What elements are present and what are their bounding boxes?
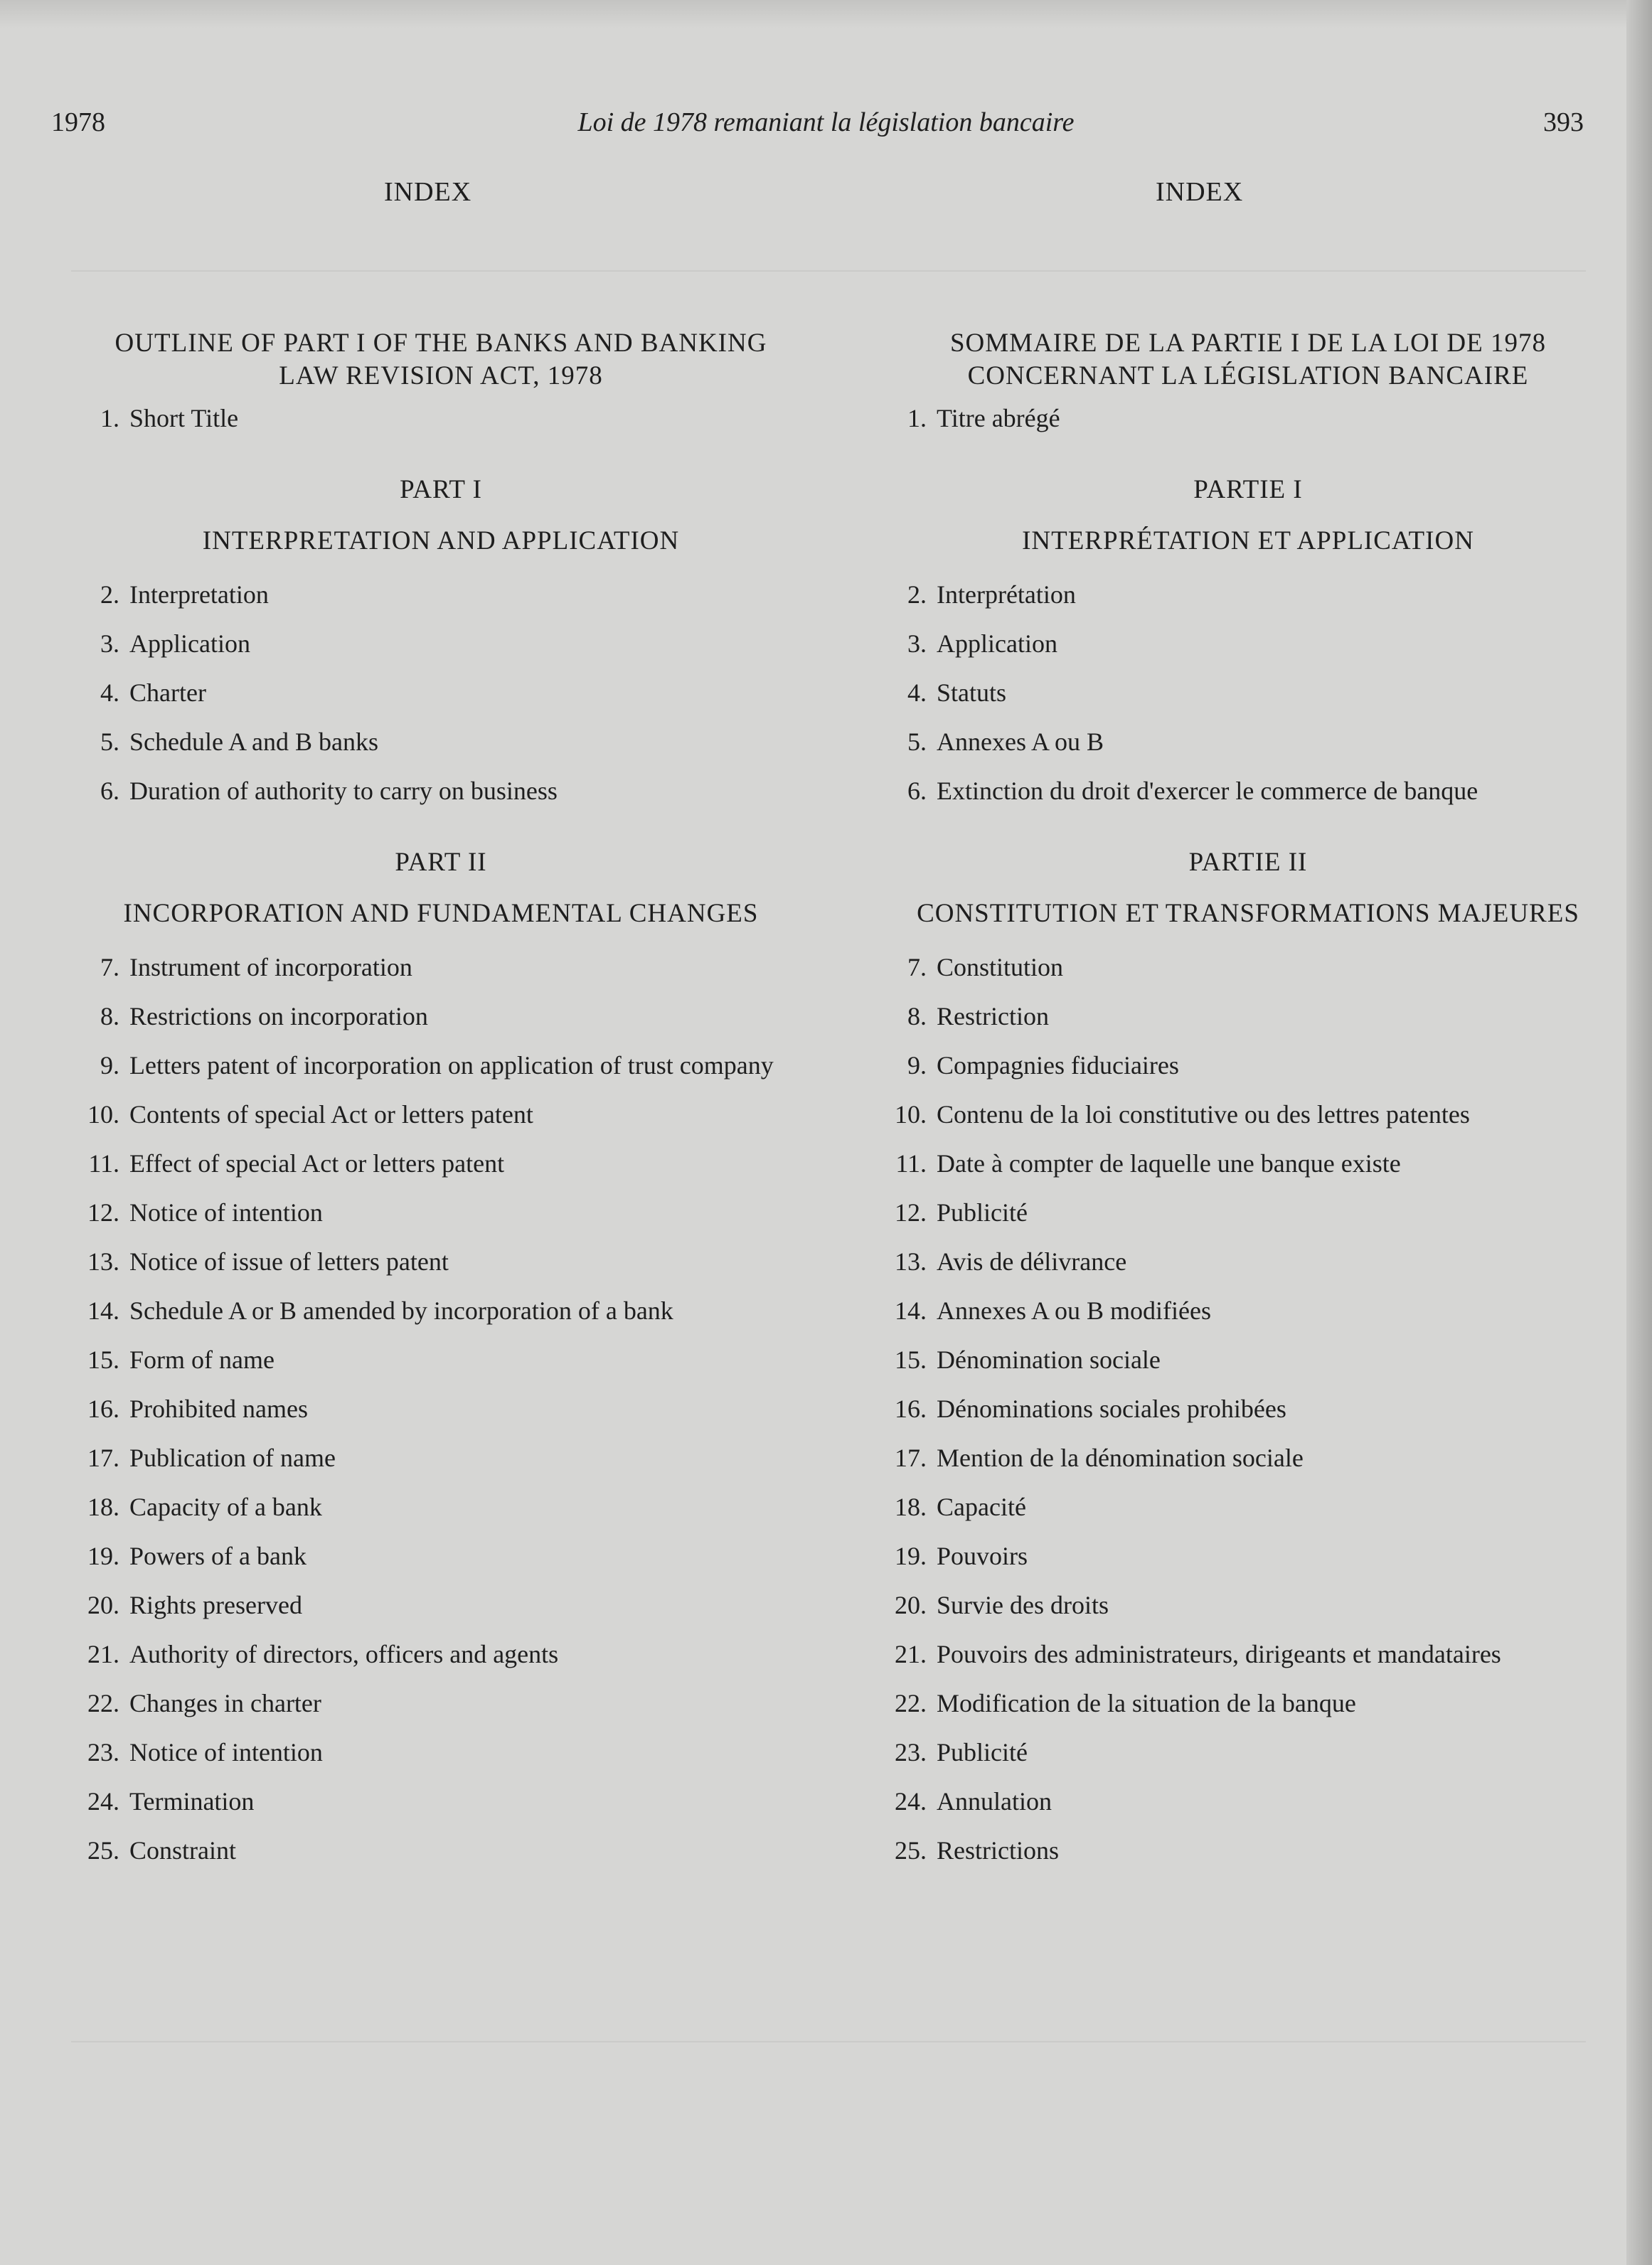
entry-number: 1. — [100, 404, 119, 432]
entry-number: 13. — [87, 1247, 119, 1276]
index-entry — [64, 1786, 818, 1817]
index-entry — [871, 628, 1625, 659]
entry-number: 10. — [87, 1100, 119, 1129]
intro-entries — [871, 403, 1625, 434]
index-entry — [64, 1688, 818, 1719]
entry-text: Restrictions on incorporation — [129, 1002, 428, 1030]
outline-title-line: LAW REVISION ACT, 1978 — [279, 361, 603, 390]
index-entry — [64, 1491, 818, 1523]
index-entry — [64, 1835, 818, 1866]
entry-number: 25. — [895, 1836, 927, 1865]
part-title: INTERPRÉTATION ET APPLICATION — [1022, 526, 1474, 555]
entry-number: 9. — [907, 1051, 927, 1080]
entry-number: 20. — [895, 1591, 927, 1619]
entry-number: 24. — [895, 1787, 927, 1816]
entry-text: Avis de délivrance — [937, 1247, 1127, 1276]
entry-number: 20. — [87, 1591, 119, 1619]
entry-number: 12. — [87, 1198, 119, 1227]
index-entry — [871, 1099, 1625, 1130]
index-entry — [871, 677, 1625, 708]
entry-text: Constraint — [129, 1836, 236, 1865]
running-head-title: Loi de 1978 remaniant la législation bancaire — [577, 107, 1075, 137]
part-title: CONSTITUTION ET TRANSFORMATIONS MAJEURES — [917, 899, 1579, 928]
index-entry — [64, 1148, 818, 1179]
entry-text: Changes in charter — [129, 1689, 321, 1717]
entry-text: Survie des droits — [937, 1591, 1109, 1619]
entry-text: Duration of authority to carry on business — [129, 777, 558, 805]
entry-number: 21. — [87, 1640, 119, 1668]
entry-number: 10. — [895, 1100, 927, 1129]
part-entries — [871, 579, 1625, 806]
entry-text: Contenu de la loi constitutive ou des lettres patentes — [937, 1100, 1470, 1129]
index-entry — [64, 1737, 818, 1768]
entry-number: 4. — [100, 678, 119, 707]
entry-text: Form of name — [129, 1345, 275, 1374]
page-number: 393 — [1543, 107, 1584, 137]
entry-text: Termination — [129, 1787, 255, 1816]
entry-number: 8. — [100, 1002, 119, 1030]
index-entry — [871, 1050, 1625, 1081]
entry-text: Publicité — [937, 1198, 1028, 1227]
entry-number: 25. — [87, 1836, 119, 1865]
index-entry — [871, 1344, 1625, 1375]
entry-text: Restrictions — [937, 1836, 1059, 1865]
entry-number: 11. — [895, 1149, 927, 1178]
entry-text: Extinction du droit d'exercer le commerce de banque — [937, 777, 1478, 805]
part-entries — [64, 952, 818, 1866]
entry-text: Effect of special Act or letters patent — [129, 1149, 505, 1178]
entry-text: Prohibited names — [129, 1395, 308, 1423]
entry-text: Pouvoirs des administrateurs, dirigeants et mandataires — [937, 1640, 1501, 1668]
entry-text: Application — [937, 629, 1057, 658]
entry-text: Annulation — [937, 1787, 1052, 1816]
entry-number: 1. — [907, 404, 927, 432]
entry-number: 7. — [907, 953, 927, 981]
index-entry — [64, 1589, 818, 1621]
part-entries — [871, 952, 1625, 1866]
index-entry — [871, 579, 1625, 610]
french-column — [871, 327, 1625, 1884]
part-title: INCORPORATION AND FUNDAMENTAL CHANGES — [123, 899, 759, 928]
index-entry — [64, 628, 818, 659]
entry-number: 8. — [907, 1002, 927, 1030]
part-title: INTERPRETATION AND APPLICATION — [202, 526, 680, 555]
entry-number: 23. — [87, 1738, 119, 1766]
entry-text: Titre abrégé — [937, 404, 1060, 432]
index-entry — [871, 775, 1625, 806]
index-label-french: INDEX — [1156, 177, 1244, 207]
outline-title-line: CONCERNANT LA LÉGISLATION BANCAIRE — [967, 361, 1529, 390]
entry-number: 12. — [895, 1198, 927, 1227]
entry-number: 21. — [895, 1640, 927, 1668]
outline-title — [64, 327, 818, 393]
entry-number: 14. — [87, 1296, 119, 1325]
part-label: PART II — [395, 848, 487, 877]
index-entry — [871, 1737, 1625, 1768]
entry-number: 13. — [895, 1247, 927, 1276]
entry-number: 24. — [87, 1787, 119, 1816]
index-entry — [64, 1442, 818, 1473]
entry-number: 3. — [100, 629, 119, 658]
entry-number: 15. — [895, 1345, 927, 1374]
entry-number: 19. — [895, 1542, 927, 1570]
part-label: PARTIE I — [1193, 475, 1303, 504]
english-column — [64, 327, 818, 1884]
entry-text: Publication of name — [129, 1444, 336, 1472]
page-edge-shadow — [1626, 0, 1652, 2265]
entry-text: Capacité — [937, 1493, 1026, 1521]
index-entry — [64, 1050, 818, 1081]
index-label-english: INDEX — [384, 177, 472, 207]
entry-text: Annexes A ou B modifiées — [937, 1296, 1211, 1325]
index-entry — [871, 952, 1625, 983]
entry-number: 17. — [87, 1444, 119, 1472]
entry-number: 19. — [87, 1542, 119, 1570]
entry-text: Interpretation — [129, 580, 269, 609]
entry-number: 18. — [87, 1493, 119, 1521]
entry-number: 16. — [895, 1395, 927, 1423]
entry-number: 5. — [100, 728, 119, 756]
entry-text: Powers of a bank — [129, 1542, 307, 1570]
entry-text: Compagnies fiduciaires — [937, 1051, 1179, 1080]
index-entry — [64, 1197, 818, 1228]
index-entry — [64, 403, 818, 434]
entry-text: Mention de la dénomination sociale — [937, 1444, 1304, 1472]
part-label: PART I — [400, 475, 482, 504]
index-entry — [871, 1786, 1625, 1817]
index-entry — [871, 1295, 1625, 1326]
entry-text: Capacity of a bank — [129, 1493, 322, 1521]
index-entry — [871, 1001, 1625, 1032]
part-label: PARTIE II — [1188, 848, 1308, 877]
entry-number: 5. — [907, 728, 927, 756]
entry-text: Notice of intention — [129, 1738, 323, 1766]
entry-text: Schedule A or B amended by incorporation of a bank — [129, 1296, 673, 1325]
index-entry — [64, 1540, 818, 1572]
entry-text: Interprétation — [937, 580, 1076, 609]
index-entry — [871, 1835, 1625, 1866]
entry-text: Contents of special Act or letters patent — [129, 1100, 533, 1129]
index-entry — [64, 1001, 818, 1032]
entry-number: 7. — [100, 953, 119, 981]
index-entry — [871, 1589, 1625, 1621]
entry-text: Letters patent of incorporation on application of trust company — [129, 1051, 774, 1080]
index-entry — [871, 403, 1625, 434]
entry-number: 22. — [87, 1689, 119, 1717]
index-entry — [64, 1099, 818, 1130]
index-entry — [871, 726, 1625, 757]
entry-text: Instrument of incorporation — [129, 953, 412, 981]
entry-number: 23. — [895, 1738, 927, 1766]
entry-number: 16. — [87, 1395, 119, 1423]
entry-number: 14. — [895, 1296, 927, 1325]
index-entry — [64, 579, 818, 610]
entry-text: Constitution — [937, 953, 1064, 981]
entry-text: Authority of directors, officers and agents — [129, 1640, 559, 1668]
entry-text: Short Title — [129, 404, 239, 432]
entry-text: Application — [129, 629, 250, 658]
entry-text: Date à compter de laquelle une banque existe — [937, 1149, 1401, 1178]
entry-text: Publicité — [937, 1738, 1028, 1766]
index-entry — [64, 677, 818, 708]
index-entry — [64, 1295, 818, 1326]
entry-text: Dénomination sociale — [937, 1345, 1161, 1374]
index-entry — [871, 1442, 1625, 1473]
entry-number: 4. — [907, 678, 927, 707]
outline-title-line: SOMMAIRE DE LA PARTIE I DE LA LOI DE 1978 — [949, 329, 1547, 358]
entry-number: 2. — [907, 580, 927, 609]
entry-text: Statuts — [937, 678, 1007, 707]
entry-text: Charter — [129, 678, 206, 707]
index-entry — [871, 1638, 1625, 1670]
index-entry — [64, 726, 818, 757]
outline-title — [871, 327, 1625, 393]
entry-text: Schedule A and B banks — [129, 728, 378, 756]
entry-text: Pouvoirs — [937, 1542, 1028, 1570]
index-entry — [64, 1246, 818, 1277]
index-entry — [871, 1197, 1625, 1228]
entry-number: 3. — [907, 629, 927, 658]
intro-entries — [64, 403, 818, 434]
bleed-through-rule — [71, 2041, 1586, 2042]
entry-number: 11. — [88, 1149, 119, 1178]
entry-text: Rights preserved — [129, 1591, 302, 1619]
entry-text: Modification de la situation de la banque — [937, 1689, 1356, 1717]
entry-text: Dénominations sociales prohibées — [937, 1395, 1286, 1423]
outline-title-line: OUTLINE OF PART I OF THE BANKS AND BANKING — [114, 329, 767, 358]
index-entry — [871, 1246, 1625, 1277]
entry-number: 6. — [907, 777, 927, 805]
index-entry — [64, 775, 818, 806]
index-entry — [871, 1491, 1625, 1523]
index-entry — [64, 952, 818, 983]
entry-number: 15. — [87, 1345, 119, 1374]
entry-number: 18. — [895, 1493, 927, 1521]
index-entry — [871, 1393, 1625, 1424]
entry-number: 22. — [895, 1689, 927, 1717]
index-entry — [871, 1540, 1625, 1572]
index-entry — [871, 1688, 1625, 1719]
entry-number: 17. — [895, 1444, 927, 1472]
index-entry — [871, 1148, 1625, 1179]
running-head-year: 1978 — [51, 107, 105, 137]
index-entry — [64, 1344, 818, 1375]
running-head — [0, 107, 1652, 149]
page-top-shadow — [0, 0, 1652, 28]
entry-number: 2. — [100, 580, 119, 609]
entry-text: Notice of issue of letters patent — [129, 1247, 449, 1276]
entry-text: Notice of intention — [129, 1198, 323, 1227]
index-entry — [64, 1638, 818, 1670]
entry-text: Annexes A ou B — [937, 728, 1104, 756]
bleed-through-rule — [71, 270, 1586, 272]
entry-text: Restriction — [937, 1002, 1049, 1030]
part-entries — [64, 579, 818, 806]
entry-number: 9. — [100, 1051, 119, 1080]
index-entry — [64, 1393, 818, 1424]
entry-number: 6. — [100, 777, 119, 805]
